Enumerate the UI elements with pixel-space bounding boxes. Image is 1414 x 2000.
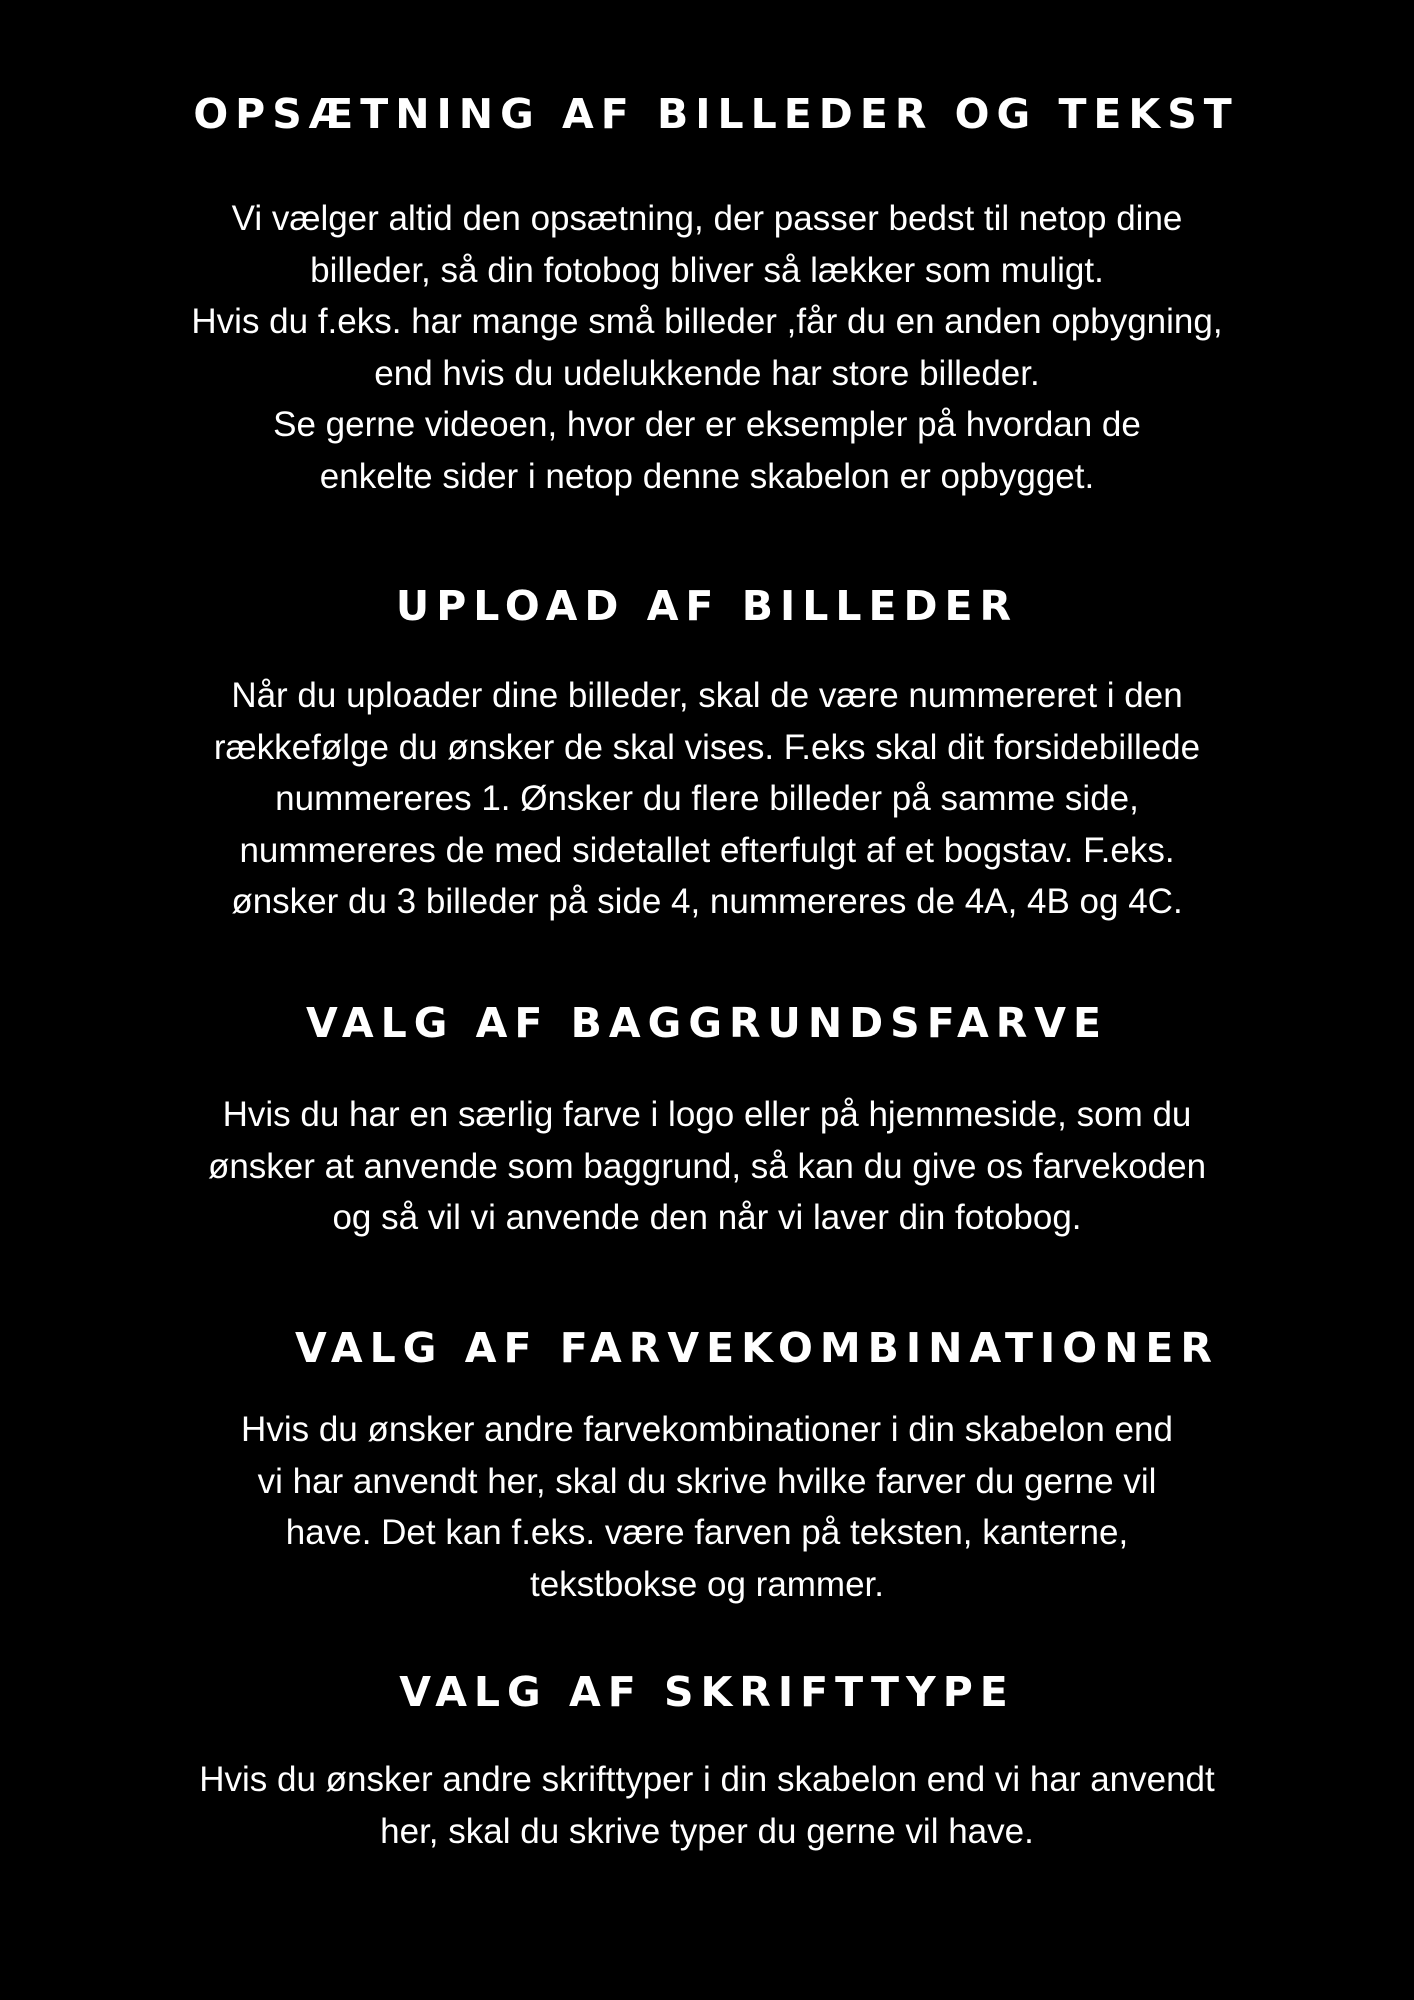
- body-line: her, skal du skrive typer du gerne vil have.: [380, 1811, 1034, 1851]
- section-heading: UPLOAD AF BILLEDER: [395, 582, 1019, 630]
- body-line: Se gerne videoen, hvor der er eksempler på hvordan de: [273, 405, 1141, 444]
- body-line: ønsker du 3 billeder på side 4, nummereres de 4A, 4B og 4C.: [231, 882, 1183, 921]
- body-line: end hvis du udelukkende har store billeder.: [374, 353, 1040, 393]
- body-line: Hvis du ønsker andre skrifttyper i din skabelon end vi har anvendt: [199, 1760, 1215, 1799]
- section-body: [0, 1404, 1414, 1610]
- body-line: og så vil vi anvende den når vi laver din fotobog.: [332, 1198, 1082, 1237]
- section-heading: VALG AF SKRIFTTYPE: [399, 1668, 1015, 1716]
- section-body: [0, 193, 1414, 502]
- body-line: Hvis du har en særlig farve i logo eller på hjemmeside, som du: [222, 1095, 1192, 1134]
- section-heading: OPSÆTNING AF BILLEDER OG TEKST: [193, 90, 1239, 138]
- section-baggrundsfarve: [0, 997, 1414, 1244]
- section-body: [0, 1089, 1414, 1244]
- section-farvekombinationer: [0, 1322, 1414, 1610]
- body-line: Hvis du f.eks. har mange små billeder ,får du en anden opbygning,: [191, 302, 1223, 341]
- body-line: tekstbokse og rammer.: [529, 1564, 885, 1604]
- body-line: Når du uploader dine billeder, skal de være nummereret i den: [231, 676, 1183, 715]
- section-heading: VALG AF FARVEKOMBINATIONER: [294, 1324, 1219, 1372]
- body-line: Hvis du ønsker andre farvekombinationer i din skabelon end: [241, 1410, 1173, 1449]
- body-line: ønsker at anvende som baggrund, så kan du give os farvekoden: [207, 1146, 1207, 1186]
- body-line: vi har anvendt her, skal du skrive hvilke farver du gerne vil: [257, 1461, 1157, 1501]
- body-line: rækkefølge du ønsker de skal vises. F.eks skal dit forsidebillede: [213, 727, 1201, 767]
- section-skrifttype: [0, 1666, 1414, 1857]
- section-heading: VALG AF BAGGRUNDSFARVE: [305, 999, 1109, 1047]
- body-line: have. Det kan f.eks. være farven på teksten, kanterne,: [285, 1513, 1129, 1552]
- body-line: billeder, så din fotobog bliver så lækker som muligt.: [310, 250, 1104, 290]
- body-line: Vi vælger altid den opsætning, der passer bedst til netop dine: [231, 199, 1183, 238]
- section-body: [0, 1754, 1414, 1857]
- body-line: nummereres de med sidetallet efterfulgt af et bogstav. F.eks.: [239, 830, 1175, 870]
- section-opsaetning: [0, 88, 1414, 502]
- body-line: enkelte sider i netop denne skabelon er opbygget.: [319, 456, 1095, 496]
- body-line: nummereres 1. Ønsker du flere billeder på samme side,: [275, 779, 1139, 818]
- section-upload: [0, 580, 1414, 928]
- section-body: [0, 670, 1414, 928]
